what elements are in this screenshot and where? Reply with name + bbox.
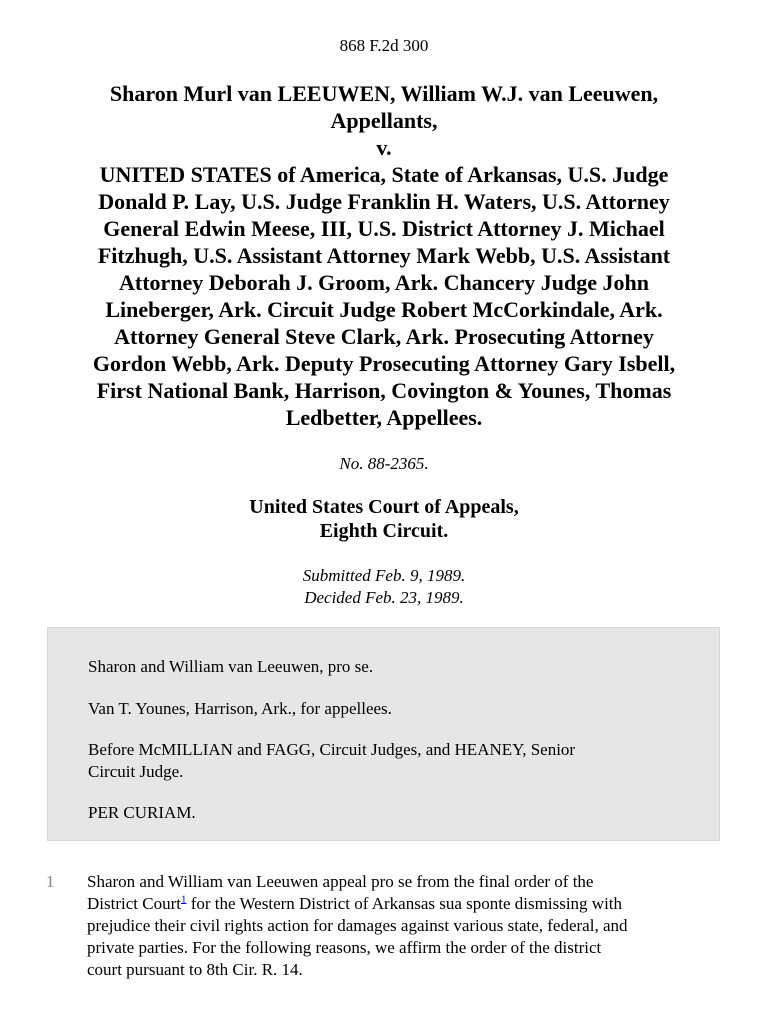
decided-date: Decided Feb. 23, 1989. [304, 588, 464, 607]
submitted-date: Submitted Feb. 9, 1989. [302, 566, 466, 585]
title-line: Ledbetter, Appellees. [285, 405, 483, 430]
counsel-panel [47, 627, 720, 841]
paragraph-line: court pursuant to 8th Cir. R. 14. [87, 960, 303, 979]
title-line: v. [376, 135, 392, 160]
case-citation: 868 F.2d 300 [339, 36, 429, 55]
title-line: UNITED STATES of America, State of Arkansas, U.S. Judge [99, 162, 669, 187]
title-line: Lineberger, Ark. Circuit Judge Robert McCorkindale, Ark. [105, 297, 663, 322]
title-line: Sharon Murl van LEEUWEN, William W.J. van Leeuwen, [109, 81, 659, 106]
paragraph-line: Sharon and William van Leeuwen appeal pro se from the final order of the [87, 872, 594, 891]
paragraph-line: for the Western District of Arkansas sua sponte dismissing with [186, 894, 623, 913]
case-dates [0, 565, 768, 609]
paragraph-line: private parties. For the following reasons, we affirm the order of the district [87, 938, 602, 957]
per-curiam-label: PER CURIAM. [88, 803, 196, 822]
court-name [0, 495, 768, 543]
panel-judges [88, 739, 688, 783]
title-line: Attorney Deborah J. Groom, Ark. Chancery Judge John [118, 270, 650, 295]
title-line: Donald P. Lay, U.S. Judge Franklin H. Waters, U.S. Attorney [98, 189, 670, 214]
paragraph-line: District Court [87, 894, 181, 913]
title-line: First National Bank, Harrison, Covington & Younes, Thomas [96, 378, 672, 403]
paragraph-number: 1 [46, 872, 55, 891]
title-line: Gordon Webb, Ark. Deputy Prosecuting Attorney Gary Isbell, [92, 351, 676, 376]
title-line: Attorney General Steve Clark, Ark. Prosecuting Attorney [114, 324, 654, 349]
title-line: Fitzhugh, U.S. Assistant Attorney Mark Webb, U.S. Assistant [97, 243, 671, 268]
appellants-counsel: Sharon and William van Leeuwen, pro se. [88, 657, 374, 676]
court-name-line: United States Court of Appeals, [249, 496, 519, 518]
panel-judges-line: Circuit Judge. [88, 762, 184, 781]
appellees-counsel: Van T. Younes, Harrison, Ark., for appellees. [88, 699, 392, 718]
title-line: General Edwin Meese, III, U.S. District Attorney J. Michael [103, 216, 665, 241]
title-line: Appellants, [330, 108, 438, 133]
case-title [44, 80, 724, 431]
footnote-link[interactable]: 1 [180, 893, 187, 906]
panel-judges-line: Before McMILLIAN and FAGG, Circuit Judges, and HEANEY, Senior [88, 740, 576, 759]
opinion-paragraph [87, 871, 727, 981]
paragraph-line: prejudice their civil rights action for damages against various state, federal, and [87, 916, 628, 935]
docket-number: No. 88-2365. [339, 454, 429, 473]
court-circuit-line: Eighth Circuit. [319, 520, 449, 542]
